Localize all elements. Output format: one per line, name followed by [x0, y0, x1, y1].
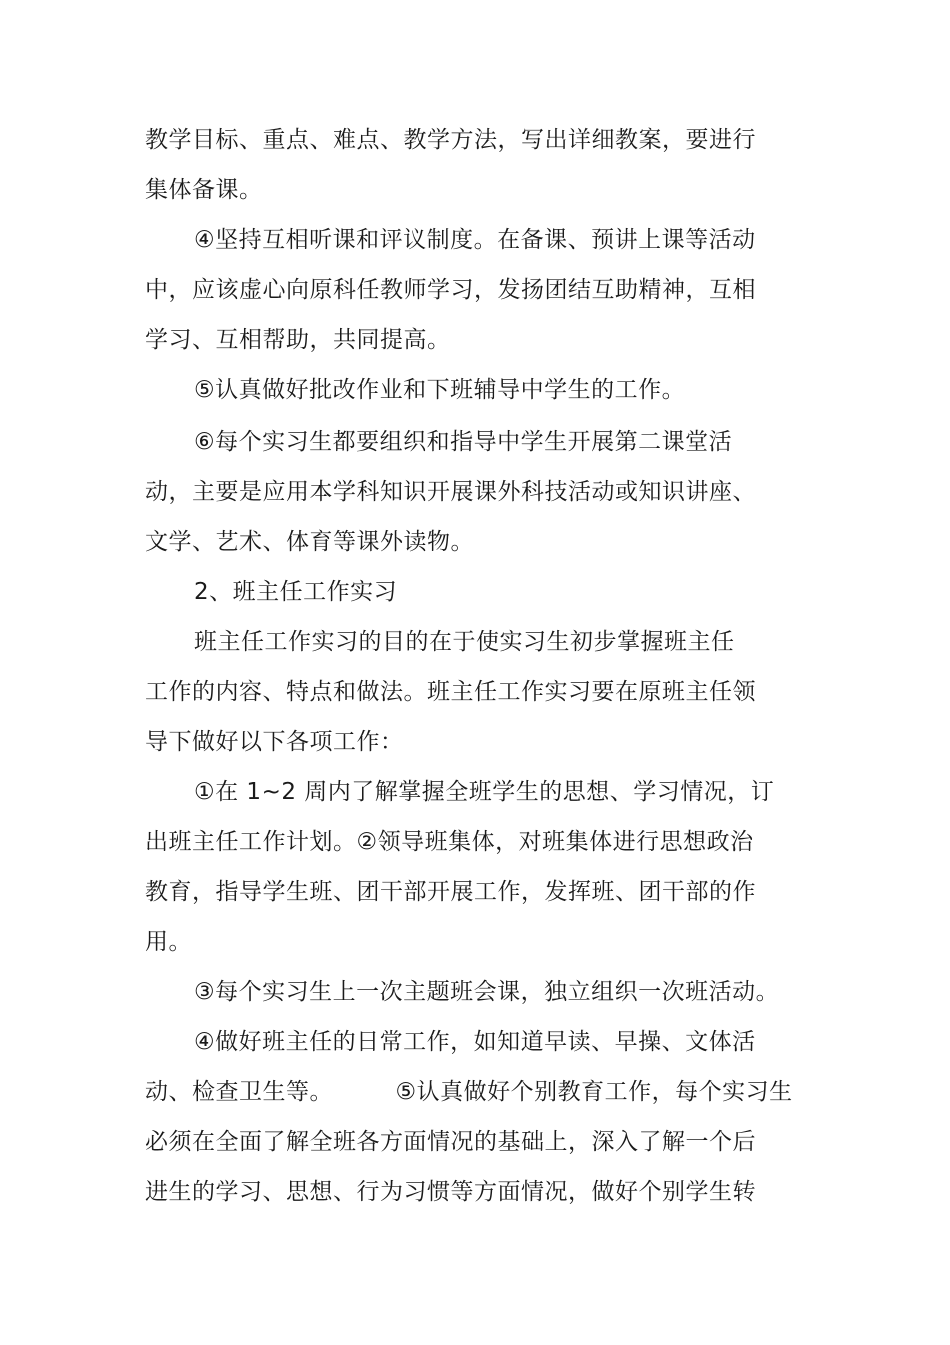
text-line: ⑤认真做好批改作业和下班辅导中学生的工作。	[194, 377, 686, 403]
text-line: 中，应该虚心向原科任教师学习，发扬团结互助精神，互相	[145, 277, 756, 303]
text-line: 教学目标、重点、难点、教学方法，写出详细教案，要进行	[145, 127, 756, 153]
section-heading: 2、班主任工作实习	[194, 579, 398, 605]
text-line: 出班主任工作计划。②领导班集体，对班集体进行思想政治	[145, 829, 754, 855]
text-line: ④坚持互相听课和评议制度。在备课、预讲上课等活动	[194, 227, 756, 253]
text-line: 动，主要是应用本学科知识开展课外科技活动或知识讲座、	[145, 479, 756, 505]
text-line: 学习、互相帮助，共同提高。	[145, 327, 451, 353]
text-line: ⑥每个实习生都要组织和指导中学生开展第二课堂活	[194, 429, 733, 455]
text-line: 用。	[145, 929, 192, 955]
text-line: 动、检查卫生等。 ⑤认真做好个别教育工作，每个实习生	[145, 1079, 793, 1105]
text-line: 班主任工作实习的目的在于使实习生初步掌握班主任	[194, 629, 735, 655]
text-line: 进生的学习、思想、行为习惯等方面情况，做好个别学生转	[145, 1179, 756, 1205]
text-line: 导下做好以下各项工作：	[145, 729, 404, 755]
text-line: ④做好班主任的日常工作，如知道早读、早操、文体活	[194, 1029, 756, 1055]
text-line: 集体备课。	[145, 177, 263, 203]
text-line: ③每个实习生上一次主题班会课，独立组织一次班活动。	[194, 979, 780, 1005]
text-line: ①在 1~2 周内了解掌握全班学生的思想、学习情况，订	[194, 779, 775, 805]
text-line: 必须在全面了解全班各方面情况的基础上，深入了解一个后	[145, 1129, 756, 1155]
text-line: 工作的内容、特点和做法。班主任工作实习要在原班主任领	[145, 679, 756, 705]
text-line: 教育，指导学生班、团干部开展工作，发挥班、团干部的作	[145, 879, 756, 905]
text-line: 文学、艺术、体育等课外读物。	[145, 529, 474, 555]
